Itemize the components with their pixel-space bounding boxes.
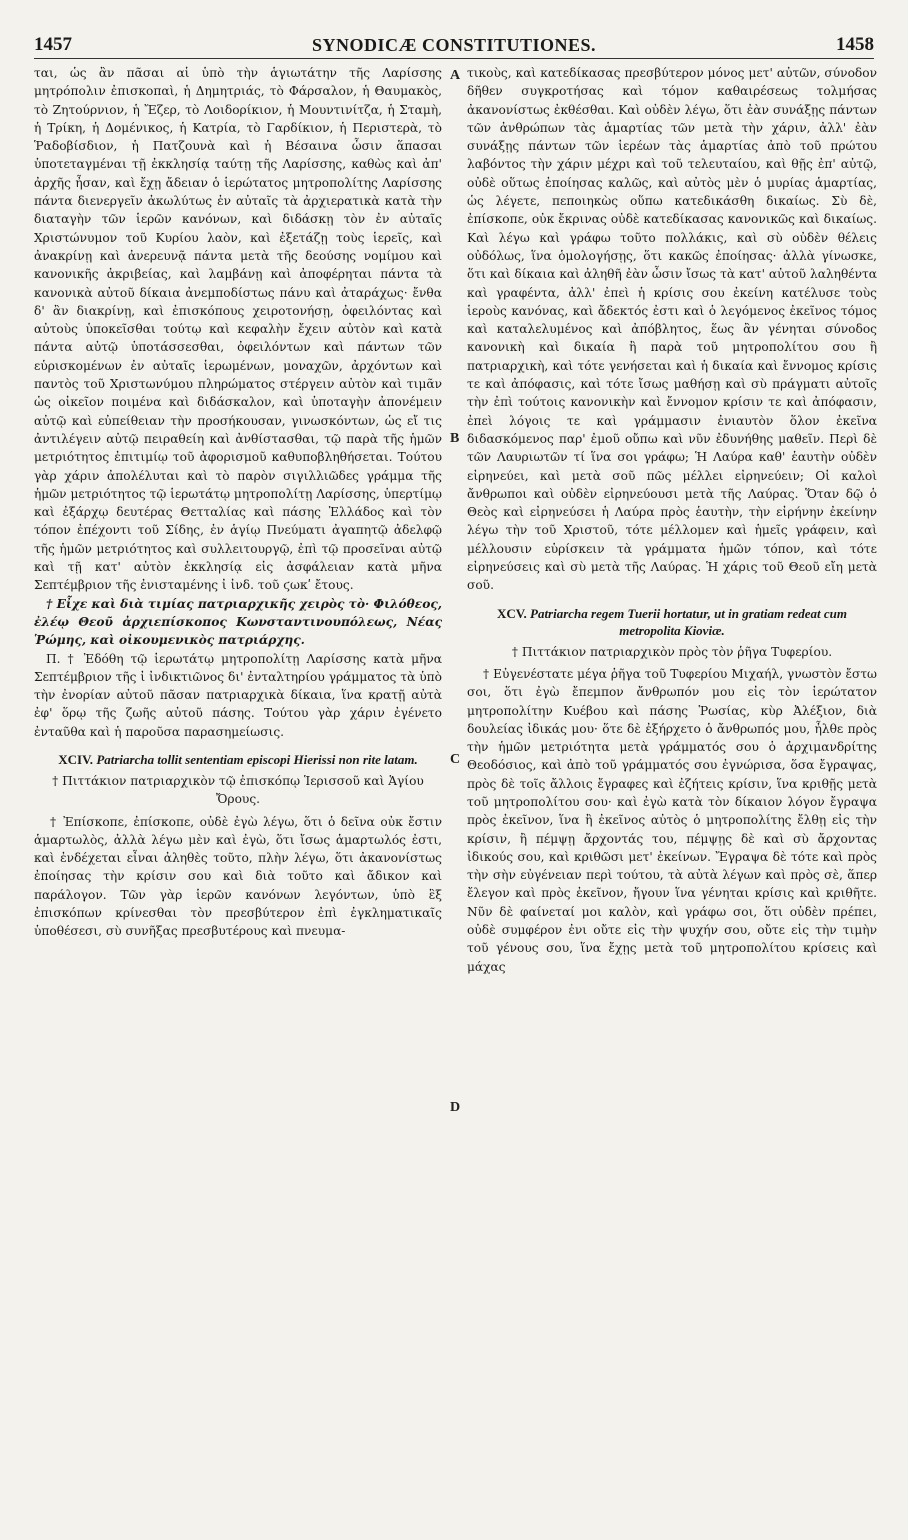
left-paragraph-1: ται, ὡς ἂν πᾶσαι αἱ ὑπὸ τὴν ἁγιωτάτην τῆς Λαρίσσης μητρόπολιν ἐπισκοπαὶ, ἡ Δημητριάς, τὸ Φάρσαλον, ἡ Θαυμακὸς, τὸ Ζητούρνιον, ἡ Ἔζερ, τὸ Λοιδορίκιον, ἡ Μουντινίτζα, ἡ Σταμὴ, ἡ Τρίκη, ἡ Δομένικος, ἡ Κατρία, τὸ Γαρδίκιον, ἡ Περιστερὰ, τὸ Ῥαδοβίσδιον, ἡ Πατζουνὰ καὶ ἡ Βέσαινα ὦσιν ἅπασαι ὑποτεταγμέναι τῇ ἐκκλησίᾳ ταύτῃ τῆς Λαρίσσης, καθὼς καὶ ἀπ' ἀρχῆς ἦσαν, καὶ ἔχῃ ἄδειαν ὁ ἱερώτατος μητροπολίτης Λαρίσσης πάντα διενεργεῖν ἀκωλύτως ἐν αὐταῖς τὰ ἀρχιερατικὰ κατὰ τὴν διαταγὴν τῶν ἱερῶν κανόνων, καὶ διδάσκῃ τὸν ἐν αὐταῖς Χριστώνυμον τοῦ Κυρίου λαὸν, καὶ ἐξετάζῃ τοὺς ἱερεῖς, καὶ ἀνακρίνῃ καὶ ἀνερευνᾷ πάντα μετὰ τῆς δεούσης νομίμου καὶ κανονικῆς ἀκριβείας, καὶ λαμβάνῃ καὶ ἀποφέρηται πάντα τὰ κανονικὰ αὐτοῦ δίκαια ἀνεμποδίστως πάνυ καὶ ἀταράχως· ἔνθα δ' ἂν διακρίνῃ, καὶ ἐπισκόπους χειροτονήσῃ, ὀφειλόντας καὶ αὐτοὺς ὑποκεῖσθαι τούτῳ καὶ κεφαλὴν ἔχειν αὐτὸν καὶ κατὰ πάντα αὐτῷ ὑποτάσσεσθαι, ὀφειλόντων καὶ πάντων τῶν εὑρισκομένων ἐν αὐταῖς ἱερωμένων, μοναχῶν, ἀρχόντων καὶ παντὸς τοῦ Χριστωνύμου πληρώματος στέργειν αὐτὸν καὶ τιμᾶν ὡς οἰκεῖον ποιμένα καὶ διδάσκαλον, καὶ ὑποταγὴν ἀπονέμειν αὐτῷ καὶ εὐπείθειαν τὴν προσήκουσαν, γινωσκόντων, ὡς εἴ τις ἀντιλέγειν αὐτῷ πειραθείη καὶ ἀνθίστασθαι, τῷ παρὰ τῆς ἡμῶν μετριότητος ἐπιτιμίῳ τοῦ ἀφορισμοῦ καθυποβληθήσεται. Τούτου γὰρ χάριν ἀπολέλυται καὶ τὸ παρὸν σιγιλλιῶδες γράμμα τῆς ἡμῶν μετριότητος τῷ ἱερωτάτῳ μητροπολίτῃ Λαρίσσης, ὑπερτίμῳ καὶ ἐξάρχῳ δευτέρας Θετταλίας καὶ πάσης Ἑλλάδος καὶ τὸν τόπον ἐπέχοντι τοῦ Σίδης, ἐν ἁγίῳ Πνεύματι ἀγαπητῷ ἀδελφῷ τῆς ἡμῶν μετριότητος καὶ συλλειτουργῷ, ἐπὶ τῷ προσεῖναι αὐτῷ καὶ τῇ κατ' αὐτὸν ἐκκλησίᾳ εἰς ἀσφάλειαν κατὰ μῆνα Σεπτέμβριον τῆς ἐνισταμένης ἰ ἰνδ. τοῦ ϛωκʹ ἔτους. [34, 66, 442, 593]
section-number: XCV. [497, 605, 527, 621]
margin-letter-a: A [450, 68, 461, 83]
margin-letter-c: C [450, 752, 461, 767]
section-summary: Patriarcha tollit sententiam episcopi Hierissi non rite latam. [96, 751, 418, 767]
document-title: † Πιττάκιον πατριαρχικὸν τῷ ἐπισκόπῳ Ἱερισσοῦ καὶ Ἁγίου Ὄρους. [52, 773, 424, 807]
section-number: XCIV. [58, 751, 94, 767]
margin-letter-d: D [450, 1100, 461, 1115]
page-number-right: 1458 [836, 34, 874, 55]
patriarch-signature: † Εἶχε καὶ διὰ τιμίας πατριαρχικῆς χειρὸς τὸ· Φιλόθεος, ἐλέῳ Θεοῦ ἀρχιεπίσκοπος Κωνσταντινουπόλεως, Νέας Ῥώμης, καὶ οἰκουμενικὸς πατριάρχης. [34, 596, 442, 648]
right-column [467, 64, 877, 1514]
right-paragraph-2: † Εὐγενέστατε μέγα ῥῆγα τοῦ Τυφερίου Μιχαήλ, γνωστὸν ἔστω σοι, ὅτι ἐγὼ ἔπεμπον ἄνθρωπόν μου εἰς τὸν ἱερώτατον μητροπολίτην Κυέβου καὶ πάσης Ῥωσίας, κὺρ Ἀλέξιον, διὰ δουλείας ἰδικάς μου· ὅτε δὲ ἐξήρχετο ὁ ἄνθρωπός μου, ἦλθε πρὸς τὴν ἡμῶν μετριότητα μετὰ γράμματός σου ὁ ἀρχιμανδρίτης Θεοδόσιος, καὶ ἀπὸ τοῦ γράμματός σου ἐγνώρισα, ὅσα ἔγραψας, πρὸς δὲ τοῖς ἄλλοις ἔγραφες καὶ ἐζήτεις κρίσιν, ἵνα κριθῇς μετὰ τοῦ μητροπολίτου σου· καὶ ἐγὼ κατὰ τὸν δίκαιον λόγον ἔγραψα πρὸς ἐκεῖνον, ἵνα ἢ ἐκεῖνος αὐτὸς ὁ μητροπολίτης ἔλθῃ εἰς τὴν κρίσιν, ἢ πέμψῃ ἄρχοντάς του, πέμψῃς δὲ καὶ σὺ ἄρχοντας ἰδικούς σου, καὶ κριθῶσι μετ' ἐκείνων. Ἔγραψα δὲ τότε καὶ πρὸς τὴν σὴν εὐγένειαν περὶ τούτου, τὰ αὐτὰ λέγων καὶ πρὸς σὲ, ἅπερ ἔλεγον καὶ πρὸς ἐκεῖνον, ἤγουν ἵνα γένηται κρίσις καὶ κριθῆτε. Νῦν δὲ φαίνεταί μοι καλὸν, καὶ γράφω σοι, ὅτι οὐδὲν πρέπει, οὐδὲ συμφέρον ἐνι οὔτε εἰς τὴν ψυχήν σου, οὔτε εἰς τὴν τιμὴν τοῦ γένους σου, ἵνα ἔχῃς μετὰ τοῦ μητροπολίτου κρίσεις καὶ μάχας [467, 666, 877, 974]
section-summary: Patriarcha regem Tuerii hortatur, ut in gratiam redeat cum metropolita Kioviæ. [530, 605, 847, 638]
page-number-left: 1457 [34, 34, 72, 55]
right-paragraph-1: τικοὺς, καὶ κατεδίκασας πρεσβύτερον μόνος μετ' αὐτῶν, σύνοδον δῆθεν συγκροτήσας καὶ τόμον καθαιρέσεως τολμήσας ἀκανονίστως ἐκθέσθαι. Καὶ οὐδὲν λέγω, ὅτι ἐὰν συνάξῃς πάντων τῶν ἀνθρώπων τὰς ἁμαρτίας τῶν μετὰ τὴν χάριν, ἀλλ' ἐὰν συνάξῃς πάντων τῶν ἱερέων τὰς ἁμαρτίας ἀπὸ τοῦ πρώτου λαβόντος τὴν χάριν μέχρι καὶ τοῦ τελευταίου, καὶ θῇς ἐπ' αὐτῷ, οὐδὲ οὕτως ἐποίησας καλῶς, καὶ αὐτὸς μὲν ὁ μυρίας ἁμαρτίας, ὡς λέγετε, πεποιηκὼς οὕπω κατεδικάσθη δικαίως. Σὺ δὲ, ἐπίσκοπε, οὐκ ἔκρινας οὐδὲ κατεδίκασας κανονικῶς καὶ δικαίως. Καὶ λέγω καὶ γράφω τοῦτο πολλάκις, καὶ σὺ οὐδὲν θέλεις οὐδόλως, ἵνα ὁμολογήσῃς, ὅτι κακῶς ἐποίησας· ἀλλὰ γίνωσκε, ὅτι καὶ δίκαια καὶ ἀληθῆ ἐὰν ὦσιν ἴσως τὰ κατ' αὐτοῦ λαληθέντα καὶ γραφέντα, ἀλλ' ἐπεὶ ἡ κρίσις σου ἐκείνη κατέλυσε τοὺς ἱεροὺς κανόνας, καὶ ἄδεκτός ἐστι καὶ ὁ λεγόμενος ἐκεῖνος τόμος καὶ καταλελυμένος καὶ ἀπόβλητος, ἕως ἂν γένηται σύνοδος κανονικὴ καὶ δικαία ἢ παρὰ τοῦ μητροπολίτου σου ἢ πατριαρχικὴ, καὶ τότε γενήσεται καὶ ἡ δικαία καὶ ἔννομος κρίσις τε καὶ ἀπόφασις, καὶ τότε ἴσως μαθήσῃ καὶ σὺ πράγματι αὐτοῖς τὴν ἐπὶ τούτοις κανονικὴν καὶ ἔννομον κρίσιν τε καὶ ἀπόφασιν, ἐπεὶ λόγοις τε καὶ γράμμασιν ἐνιαυτὸν ὅλον ἐκεῖνα διδασκόμενος παρ' ἐμοῦ οὔπω καὶ νῦν ἐδυνήθης μαθεῖν. Περὶ δὲ τῶν Λαυριωτῶν τί ἵνα σοι γράφω; Ἡ Λαύρα καθ' ἑαυτὴν οὐδὲν εἰρηνεύει, καὶ μετὰ σοῦ πῶς μέλλει εἰρηνεύειν; Οἱ καλοὶ ἄνθρωποι καὶ οὐδὲν εἰρηνεύουσι μετὰ τῆς Λαύρας. Ὅταν δῷ ὁ Θεὸς καὶ εἰρηνεύσει ἡ Λαύρα πρὸς ἑαυτὴν, τὴν εἰρήνην ἐκείνην λέγω τὴν τοῦ Χριστοῦ, τότε μέλλομεν καὶ ἡμεῖς γράφειν, καὶ μέλλουσιν εὑρίσκειν τὰ γράμματα ἡμῶν τόπον, καὶ τότε εἰρηνεύσεις καὶ σὺ μετὰ τῆς Λαύρας. Ἡ χάρις τοῦ Θεοῦ εἴη μετὰ σοῦ. [467, 66, 877, 593]
running-title: SYNODICÆ CONSTITUTIONES. [311, 35, 597, 55]
margin-letter-b: B [450, 431, 460, 446]
left-paragraph-2: † Ἐπίσκοπε, ἐπίσκοπε, οὐδὲ ἐγὼ λέγω, ὅτι ὁ δεῖνα οὐκ ἔστιν ἁμαρτωλὸς, ἀλλὰ λέγω μὲν καὶ ἐγὼ, ὅτι ἴσως ἁμαρτωλός ἐστι, καὶ ἐνδέχεται εἶναι ἀληθὲς τοῦτο, πλὴν λέγω, ὅτι ἀκανονίστως ἐποίησας τὴν κρίσιν σου καὶ διὰ τοῦτο καὶ ἄδικον καὶ παράλογον. Τῶν γὰρ ἱερῶν κανόνων λεγόντων, ὑπὸ ἓξ ἐπισκόπων κρίνεσθαι τὸν πρεσβύτερον ἐπὶ ἐγκληματικαῖς ὑποθέσεσι, σὺ συνῆξας πρεσβυτέρους καὶ πνευμα- [34, 814, 442, 939]
page-header [34, 34, 874, 59]
document-title: † Πιττάκιον πατριαρχικὸν πρὸς τὸν ῥῆγα Τυφερίου. [511, 644, 833, 659]
section-heading-xciv [34, 751, 442, 768]
section-heading-xcv [467, 605, 877, 639]
annotation-note: Π. † Ἐδόθη τῷ ἱερωτάτῳ μητροπολίτῃ Λαρίσσης κατὰ μῆνα Σεπτέμβριον τῆς ἰ ἰνδικτιῶνος δι' ἐνταλτηρίου γράμματος τὰ ὑπὸ τὴν ἐνορίαν αὐτοῦ πᾶσαν πατριαρχικὰ δίκαια, ἵνα κρατῇ αὐτὰ ἐφ' ὅρῳ τῆς ζωῆς αὐτοῦ πάσης. Τούτου γὰρ χάριν ἐγένετο ἐνταῦθα καὶ ἡ παροῦσα παρασημείωσις. [34, 651, 442, 739]
left-column [34, 64, 442, 1514]
